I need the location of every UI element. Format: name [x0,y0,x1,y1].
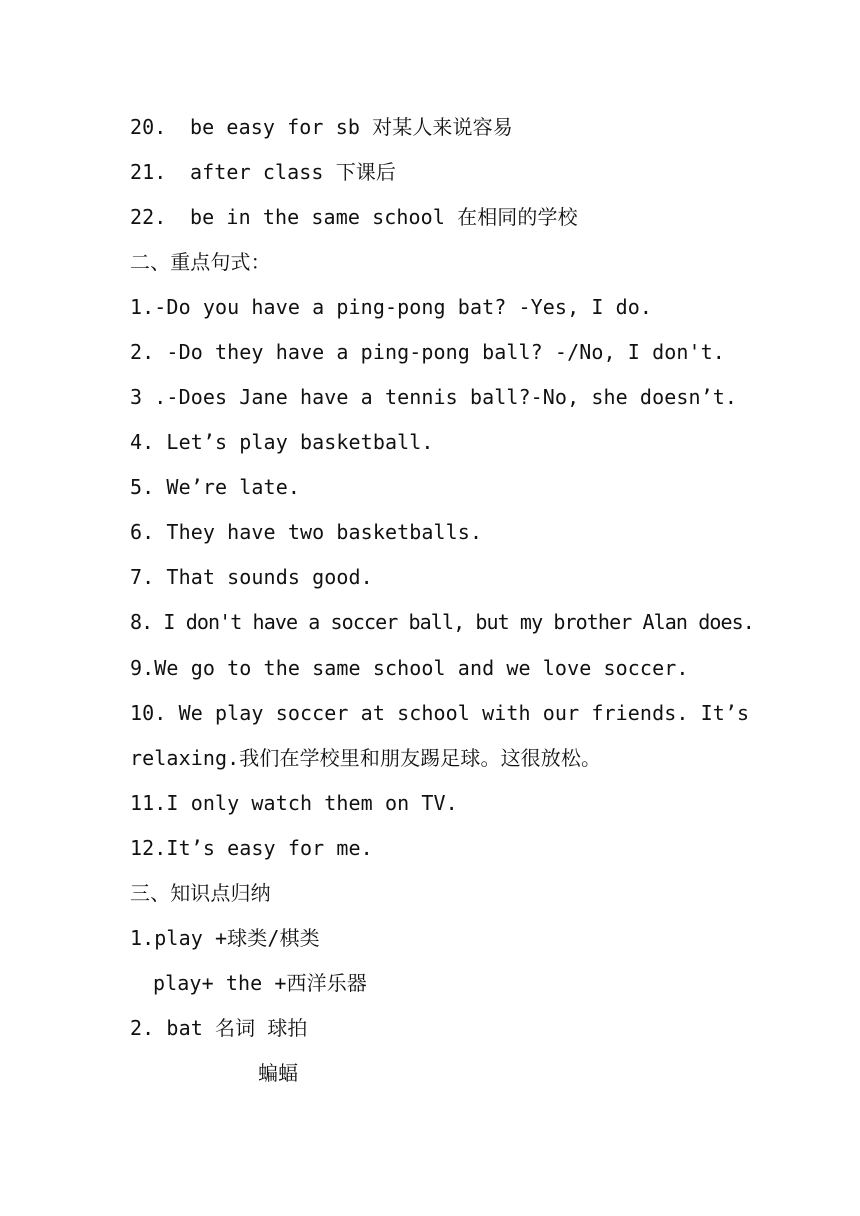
phrase-text: after class 下课后 [190,160,396,184]
sentence-line: relaxing.我们在学校里和朋友踢足球。这很放松。 [130,746,602,770]
sentence-line: 3 .-Does Jane have a tennis ball?-No, she doesn’t. [130,385,738,409]
phrase-line [130,204,578,230]
sentence-line: 9.We go to the same school and we love soccer. [130,656,689,680]
phrase-number: 21. [130,160,167,184]
phrase-number: 22. [130,205,167,229]
phrase-line [130,159,396,185]
knowledge-point-sub: play+ the +西洋乐器 [153,971,367,995]
sentence-line: 2. -Do they have a ping-pong ball? -/No, I don't. [130,340,725,364]
sentence-line: 12.It’s easy for me. [130,836,373,860]
sentence-line: 1.-Do you have a ping-pong bat? -Yes, I do. [130,295,653,319]
sentence-line: 7. That sounds good. [130,565,373,589]
sentence-line: 11.I only watch them on TV. [130,791,458,815]
section-heading: 二、重点句式： [130,250,271,274]
phrase-text: be easy for sb 对某人来说容易 [190,115,513,139]
phrase-number: 20. [130,115,167,139]
knowledge-point-sub: 蝙蝠 [258,1061,299,1085]
knowledge-point: 2. bat 名词 球拍 [130,1016,308,1040]
sentence-line: 8. I don't have a soccer ball, but my brother Alan does. [130,610,754,634]
sentence-line: 4. Let’s play basketball. [130,430,434,454]
sentence-line: 10. We play soccer at school with our friends. It’s [130,701,750,725]
knowledge-point: 1.play +球类/棋类 [130,926,320,950]
sentence-line: 6. They have two basketballs. [130,520,483,544]
phrase-text: be in the same school 在相同的学校 [190,205,578,229]
phrase-line [130,114,513,140]
sentence-line: 5. We’re late. [130,475,300,499]
section-heading: 三、知识点归纳 [130,881,271,905]
